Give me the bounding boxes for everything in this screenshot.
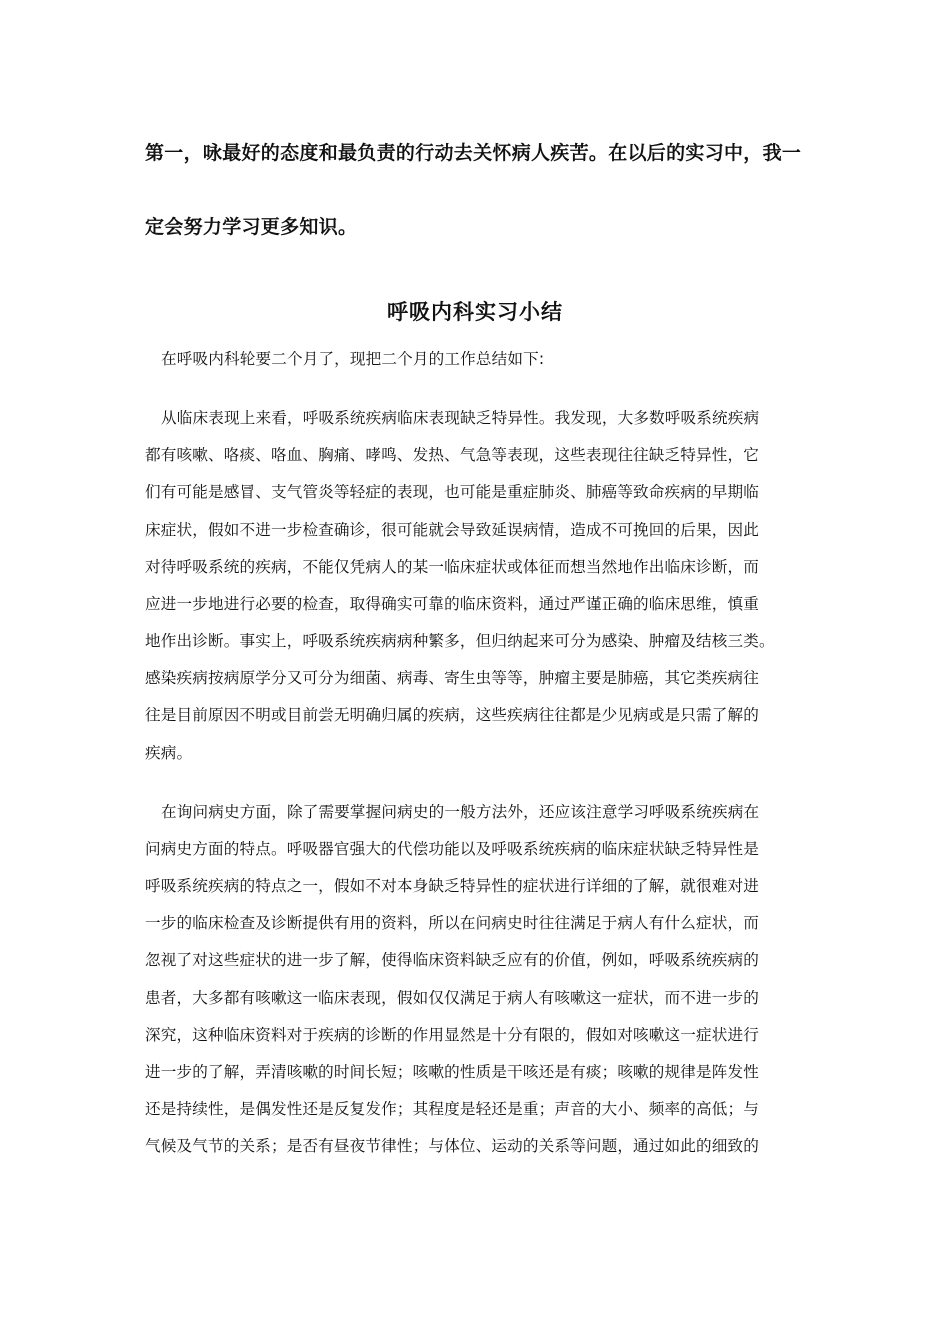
paragraph3-line-8: 进一步的了解，弄清咳嗽的时间长短；咳嗽的性质是干咳还是有痰；咳嗽的规律是阵发性 <box>145 1063 760 1081</box>
paragraph2-line-5: 对待呼吸系统的疾病，不能仅凭病人的某一临床症状或体征而想当然地作出临床诊断，而 <box>145 558 760 576</box>
paragraph3-line-7: 深究，这种临床资料对于疾病的诊断的作用显然是十分有限的，假如对咳嗽这一症状进行 <box>145 1026 760 1044</box>
intro-line-2: 定会努力学习更多知识。 <box>145 216 358 238</box>
paragraph2-line-4: 床症状，假如不进一步检查确诊，很可能就会导致延误病情，造成不可挽回的后果，因此 <box>145 521 760 539</box>
section-title: 呼吸内科实习小结 <box>387 299 563 324</box>
paragraph2-line-6: 应进一步地进行必要的检查，取得确实可靠的临床资料，通过严谨正确的临床思维，慎重 <box>145 595 760 613</box>
intro-line-1: 第一，咏最好的态度和最负责的行动去关怀病人疾苦。在以后的实习中，我一 <box>145 142 802 164</box>
paragraph3-line-6: 患者，大多都有咳嗽这一临床表现，假如仅仅满足于病人有咳嗽这一症状，而不进一步的 <box>145 989 760 1007</box>
paragraph2-line-2: 都有咳嗽、咯痰、咯血、胸痛、哮鸣、发热、气急等表现，这些表现往往缺乏特异性，它 <box>145 446 760 464</box>
paragraph2-line-1: 从临床表现上来看，呼吸系统疾病临床表现缺乏特异性。我发现，大多数呼吸系统疾病 <box>161 409 760 427</box>
paragraph2-line-7: 地作出诊断。事实上，呼吸系统疾病病种繁多，但归纳起来可分为感染、肿瘤及结核三类。 <box>145 632 775 650</box>
paragraph3-line-5: 忽视了对这些症状的进一步了解，使得临床资料缺乏应有的价值，例如，呼吸系统疾病的 <box>145 951 760 969</box>
paragraph2-line-10: 疾病。 <box>145 744 193 762</box>
paragraph2-line-8: 感染疾病按病原学分又可分为细菌、病毒、寄生虫等等，肿瘤主要是肺癌，其它类疾病往 <box>145 669 760 687</box>
paragraph2-line-9: 往是目前原因不明或目前尝无明确归属的疾病，这些疾病往往都是少见病或是只需了解的 <box>145 706 760 724</box>
paragraph1-line-1: 在呼吸内科轮要二个月了，现把二个月的工作总结如下: <box>161 350 545 368</box>
paragraph3-line-1: 在询问病史方面，除了需要掌握问病史的一般方法外，还应该注意学习呼吸系统疾病在 <box>161 803 760 821</box>
paragraph3-line-9: 还是持续性，是偶发性还是反复发作；其程度是轻还是重；声音的大小、频率的高低；与 <box>145 1100 760 1118</box>
paragraph3-line-2: 问病史方面的特点。呼吸器官强大的代偿功能以及呼吸系统疾病的临床症状缺乏特异性是 <box>145 840 760 858</box>
paragraph3-line-4: 一步的临床检查及诊断提供有用的资料，所以在问病史时往往满足于病人有什么症状，而 <box>145 914 760 932</box>
paragraph3-line-10: 气候及气节的关系；是否有昼夜节律性；与体位、运动的关系等问题，通过如此的细致的 <box>145 1137 760 1155</box>
paragraph3-line-3: 呼吸系统疾病的特点之一，假如不对本身缺乏特异性的症状进行详细的了解，就很难对进 <box>145 877 760 895</box>
paragraph2-line-3: 们有可能是感冒、支气管炎等轻症的表现，也可能是重症肺炎、肺癌等致命疾病的早期临 <box>145 483 760 501</box>
